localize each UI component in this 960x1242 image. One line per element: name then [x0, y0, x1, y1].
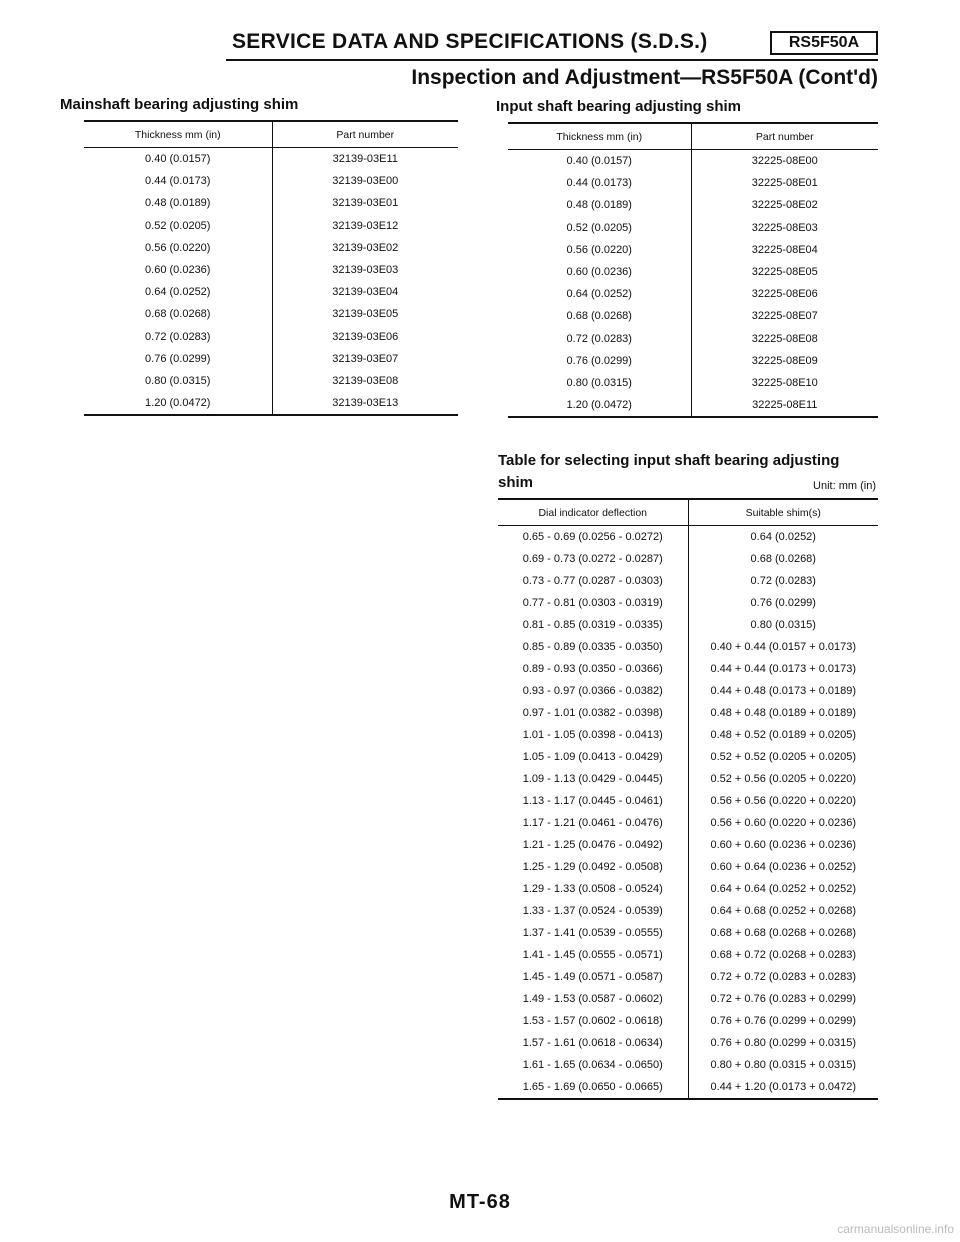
cell-secondary: 32225-08E03: [691, 217, 878, 239]
cell-primary: 0.64 (0.0252): [566, 288, 632, 301]
table-row: [498, 614, 878, 636]
table-row: [498, 680, 878, 702]
table-row: [508, 328, 878, 350]
table-row: [498, 526, 878, 549]
unit-label: Unit: mm (in): [813, 480, 876, 492]
cell-secondary: 32139-03E05: [272, 303, 458, 325]
table-row: [498, 724, 878, 746]
cell-primary: 0.44 (0.0173): [566, 177, 632, 190]
cell-primary: 0.40 (0.0157): [145, 153, 211, 166]
table-row: [84, 326, 458, 348]
cell-secondary: 32139-03E03: [272, 259, 458, 281]
table-row: [498, 548, 878, 570]
table-row: [508, 194, 878, 216]
cell-secondary: 0.56 + 0.60 (0.0220 + 0.0236): [688, 812, 878, 834]
table-row: [498, 570, 878, 592]
cell-secondary: 0.64 (0.0252): [688, 526, 878, 549]
header-part-number: Part number: [272, 121, 458, 148]
cell-primary: 1.29 - 1.33 (0.0508 - 0.0524): [522, 883, 663, 895]
cell-secondary: 0.72 + 0.72 (0.0283 + 0.0283): [688, 966, 878, 988]
table-row: [508, 172, 878, 194]
table-row: [84, 259, 458, 281]
cell-primary: 0.72 (0.0283): [145, 330, 211, 343]
cell-primary: 1.25 - 1.29 (0.0492 - 0.0508): [522, 861, 663, 873]
selection-table-title-line1: Table for selecting input shaft bearing adjusting: [498, 452, 840, 469]
cell-secondary: 0.64 + 0.68 (0.0252 + 0.0268): [688, 900, 878, 922]
cell-secondary: 0.68 (0.0268): [688, 548, 878, 570]
cell-primary: 1.65 - 1.69 (0.0650 - 0.0665): [522, 1081, 663, 1093]
table-row: [498, 834, 878, 856]
cell-primary: 0.97 - 1.01 (0.0382 - 0.0398): [522, 707, 663, 719]
cell-primary: 1.57 - 1.61 (0.0618 - 0.0634): [522, 1037, 663, 1049]
cell-secondary: 32225-08E07: [691, 305, 878, 327]
cell-secondary: 0.44 + 1.20 (0.0173 + 0.0472): [688, 1076, 878, 1099]
table-row: [508, 150, 878, 173]
table-row: [498, 1076, 878, 1099]
table-row: [84, 348, 458, 370]
header-thickness: Thickness mm (in): [84, 121, 272, 148]
cell-primary: 1.45 - 1.49 (0.0571 - 0.0587): [522, 971, 663, 983]
table-row: [84, 215, 458, 237]
table-row: [508, 261, 878, 283]
header-divider: [226, 59, 878, 61]
cell-primary: 1.09 - 1.13 (0.0429 - 0.0445): [522, 773, 663, 785]
table-row: [508, 217, 878, 239]
cell-primary: 0.89 - 0.93 (0.0350 - 0.0366): [522, 663, 663, 675]
cell-primary: 0.72 (0.0283): [566, 332, 632, 345]
cell-secondary: 0.68 + 0.72 (0.0268 + 0.0283): [688, 944, 878, 966]
page-number: MT-68: [449, 1191, 511, 1213]
cell-primary: 1.05 - 1.09 (0.0413 - 0.0429): [522, 751, 663, 763]
table-row: [498, 592, 878, 614]
table-row: [508, 394, 878, 417]
cell-secondary: 32225-08E10: [691, 372, 878, 394]
cell-primary: 0.48 (0.0189): [145, 197, 211, 210]
cell-secondary: 0.44 + 0.44 (0.0173 + 0.0173): [688, 658, 878, 680]
table-row: [84, 237, 458, 259]
cell-primary: 0.68 (0.0268): [145, 308, 211, 321]
cell-secondary: 32139-03E07: [272, 348, 458, 370]
table-row: [508, 372, 878, 394]
table-row: [84, 170, 458, 192]
cell-secondary: 32225-08E04: [691, 239, 878, 261]
cell-primary: 1.01 - 1.05 (0.0398 - 0.0413): [522, 729, 663, 741]
cell-primary: 0.52 (0.0205): [566, 221, 632, 234]
table-row: [498, 658, 878, 680]
cell-primary: 0.80 (0.0315): [145, 374, 211, 387]
cell-primary: 0.65 - 0.69 (0.0256 - 0.0272): [522, 531, 663, 543]
cell-primary: 0.93 - 0.97 (0.0366 - 0.0382): [522, 685, 663, 697]
cell-primary: 0.40 (0.0157): [566, 155, 632, 168]
cell-secondary: 0.76 (0.0299): [688, 592, 878, 614]
cell-primary: 0.85 - 0.89 (0.0335 - 0.0350): [522, 641, 663, 653]
table-row: [84, 148, 458, 171]
cell-secondary: 0.48 + 0.52 (0.0189 + 0.0205): [688, 724, 878, 746]
table-row: [498, 988, 878, 1010]
cell-primary: 0.60 (0.0236): [145, 264, 211, 277]
table-row: [84, 281, 458, 303]
cell-secondary: 0.64 + 0.64 (0.0252 + 0.0252): [688, 878, 878, 900]
cell-primary: 0.60 (0.0236): [566, 266, 632, 279]
cell-secondary: 32139-03E00: [272, 170, 458, 192]
cell-secondary: 32225-08E09: [691, 350, 878, 372]
table-row: [84, 303, 458, 325]
cell-secondary: 0.40 + 0.44 (0.0157 + 0.0173): [688, 636, 878, 658]
section-subtitle: Inspection and Adjustment—RS5F50A (Cont'd): [411, 66, 878, 89]
cell-primary: 0.76 (0.0299): [566, 354, 632, 367]
cell-primary: 1.53 - 1.57 (0.0602 - 0.0618): [522, 1015, 663, 1027]
table-row: [498, 1054, 878, 1076]
cell-primary: 0.76 (0.0299): [145, 352, 211, 365]
table-row: [84, 370, 458, 392]
cell-secondary: 0.76 + 0.80 (0.0299 + 0.0315): [688, 1032, 878, 1054]
page-header-title: SERVICE DATA AND SPECIFICATIONS (S.D.S.): [232, 30, 708, 53]
table-row: [508, 239, 878, 261]
cell-primary: 0.56 (0.0220): [145, 241, 211, 254]
cell-secondary: 0.80 (0.0315): [688, 614, 878, 636]
cell-secondary: 32139-03E06: [272, 326, 458, 348]
table-row: [508, 283, 878, 305]
watermark: carmanualsonline.info: [837, 1222, 954, 1236]
cell-primary: 0.81 - 0.85 (0.0319 - 0.0335): [522, 619, 663, 631]
table-row: [498, 856, 878, 878]
cell-secondary: 0.44 + 0.48 (0.0173 + 0.0189): [688, 680, 878, 702]
cell-secondary: 0.48 + 0.48 (0.0189 + 0.0189): [688, 702, 878, 724]
table-row: [498, 812, 878, 834]
cell-primary: 0.77 - 0.81 (0.0303 - 0.0319): [522, 597, 663, 609]
cell-secondary: 32139-03E13: [272, 392, 458, 415]
table-row: [84, 392, 458, 415]
shim-selection-rows: [498, 526, 878, 1100]
table-row: [84, 192, 458, 214]
table-row: [508, 350, 878, 372]
cell-primary: 1.49 - 1.53 (0.0587 - 0.0602): [522, 993, 663, 1005]
table-row: [498, 790, 878, 812]
cell-primary: 1.20 (0.0472): [145, 397, 211, 410]
cell-primary: 1.17 - 1.21 (0.0461 - 0.0476): [522, 817, 663, 829]
table-row: [498, 768, 878, 790]
header-dial-deflection: Dial indicator deflection: [498, 499, 688, 526]
cell-primary: 0.44 (0.0173): [145, 175, 211, 188]
mainshaft-shim-rows: [84, 148, 458, 416]
table-row: [508, 305, 878, 327]
cell-secondary: 0.52 + 0.52 (0.0205 + 0.0205): [688, 746, 878, 768]
cell-secondary: 32225-08E00: [691, 150, 878, 173]
cell-primary: 1.21 - 1.25 (0.0476 - 0.0492): [522, 839, 663, 851]
cell-secondary: 32139-03E04: [272, 281, 458, 303]
cell-primary: 0.64 (0.0252): [145, 286, 211, 299]
cell-primary: 0.68 (0.0268): [566, 310, 632, 323]
cell-primary: 0.80 (0.0315): [566, 376, 632, 389]
table-row: [498, 1032, 878, 1054]
cell-secondary: 0.52 + 0.56 (0.0205 + 0.0220): [688, 768, 878, 790]
cell-primary: 0.52 (0.0205): [145, 219, 211, 232]
cell-primary: 1.33 - 1.37 (0.0524 - 0.0539): [522, 905, 663, 917]
cell-primary: 1.41 - 1.45 (0.0555 - 0.0571): [522, 949, 663, 961]
mainshaft-shim-title: Mainshaft bearing adjusting shim: [60, 96, 299, 113]
input-shim-rows: [508, 150, 878, 418]
cell-secondary: 0.72 + 0.76 (0.0283 + 0.0299): [688, 988, 878, 1010]
cell-secondary: 32225-08E11: [691, 394, 878, 417]
cell-secondary: 0.80 + 0.80 (0.0315 + 0.0315): [688, 1054, 878, 1076]
cell-primary: 1.37 - 1.41 (0.0539 - 0.0555): [522, 927, 663, 939]
table-row: [498, 1010, 878, 1032]
cell-secondary: 0.60 + 0.60 (0.0236 + 0.0236): [688, 834, 878, 856]
table-row: [498, 746, 878, 768]
table-row: [498, 922, 878, 944]
cell-secondary: 32139-03E12: [272, 215, 458, 237]
cell-secondary: 32139-03E02: [272, 237, 458, 259]
cell-primary: 0.56 (0.0220): [566, 243, 632, 256]
table-row: [498, 878, 878, 900]
header-suitable-shims: Suitable shim(s): [688, 499, 878, 526]
shim-selection-table: [498, 498, 878, 1100]
table-row: [498, 900, 878, 922]
cell-secondary: 32139-03E11: [272, 148, 458, 171]
input-shim-table: [508, 122, 878, 418]
cell-secondary: 32225-08E05: [691, 261, 878, 283]
cell-secondary: 0.60 + 0.64 (0.0236 + 0.0252): [688, 856, 878, 878]
header-thickness: Thickness mm (in): [508, 123, 691, 150]
cell-secondary: 0.56 + 0.56 (0.0220 + 0.0220): [688, 790, 878, 812]
cell-primary: 0.73 - 0.77 (0.0287 - 0.0303): [522, 575, 663, 587]
cell-secondary: 0.68 + 0.68 (0.0268 + 0.0268): [688, 922, 878, 944]
input-shim-title: Input shaft bearing adjusting shim: [496, 98, 742, 115]
cell-secondary: 0.76 + 0.76 (0.0299 + 0.0299): [688, 1010, 878, 1032]
cell-primary: 1.13 - 1.17 (0.0445 - 0.0461): [522, 795, 663, 807]
header-part-number: Part number: [691, 123, 878, 150]
cell-secondary: 32139-03E01: [272, 192, 458, 214]
cell-secondary: 32225-08E02: [691, 194, 878, 216]
cell-secondary: 32225-08E06: [691, 283, 878, 305]
cell-primary: 0.69 - 0.73 (0.0272 - 0.0287): [522, 553, 663, 565]
table-row: [498, 636, 878, 658]
cell-secondary: 32225-08E08: [691, 328, 878, 350]
cell-primary: 1.61 - 1.65 (0.0634 - 0.0650): [522, 1059, 663, 1071]
mainshaft-shim-table: [84, 120, 458, 416]
table-row: [498, 702, 878, 724]
cell-primary: 0.48 (0.0189): [566, 199, 632, 212]
selection-table-title-line2: shim: [498, 474, 534, 491]
cell-primary: 1.20 (0.0472): [566, 399, 632, 412]
table-row: [498, 966, 878, 988]
table-row: [498, 944, 878, 966]
cell-secondary: 0.72 (0.0283): [688, 570, 878, 592]
cell-secondary: 32139-03E08: [272, 370, 458, 392]
cell-secondary: 32225-08E01: [691, 172, 878, 194]
model-badge: RS5F50A: [770, 31, 878, 55]
